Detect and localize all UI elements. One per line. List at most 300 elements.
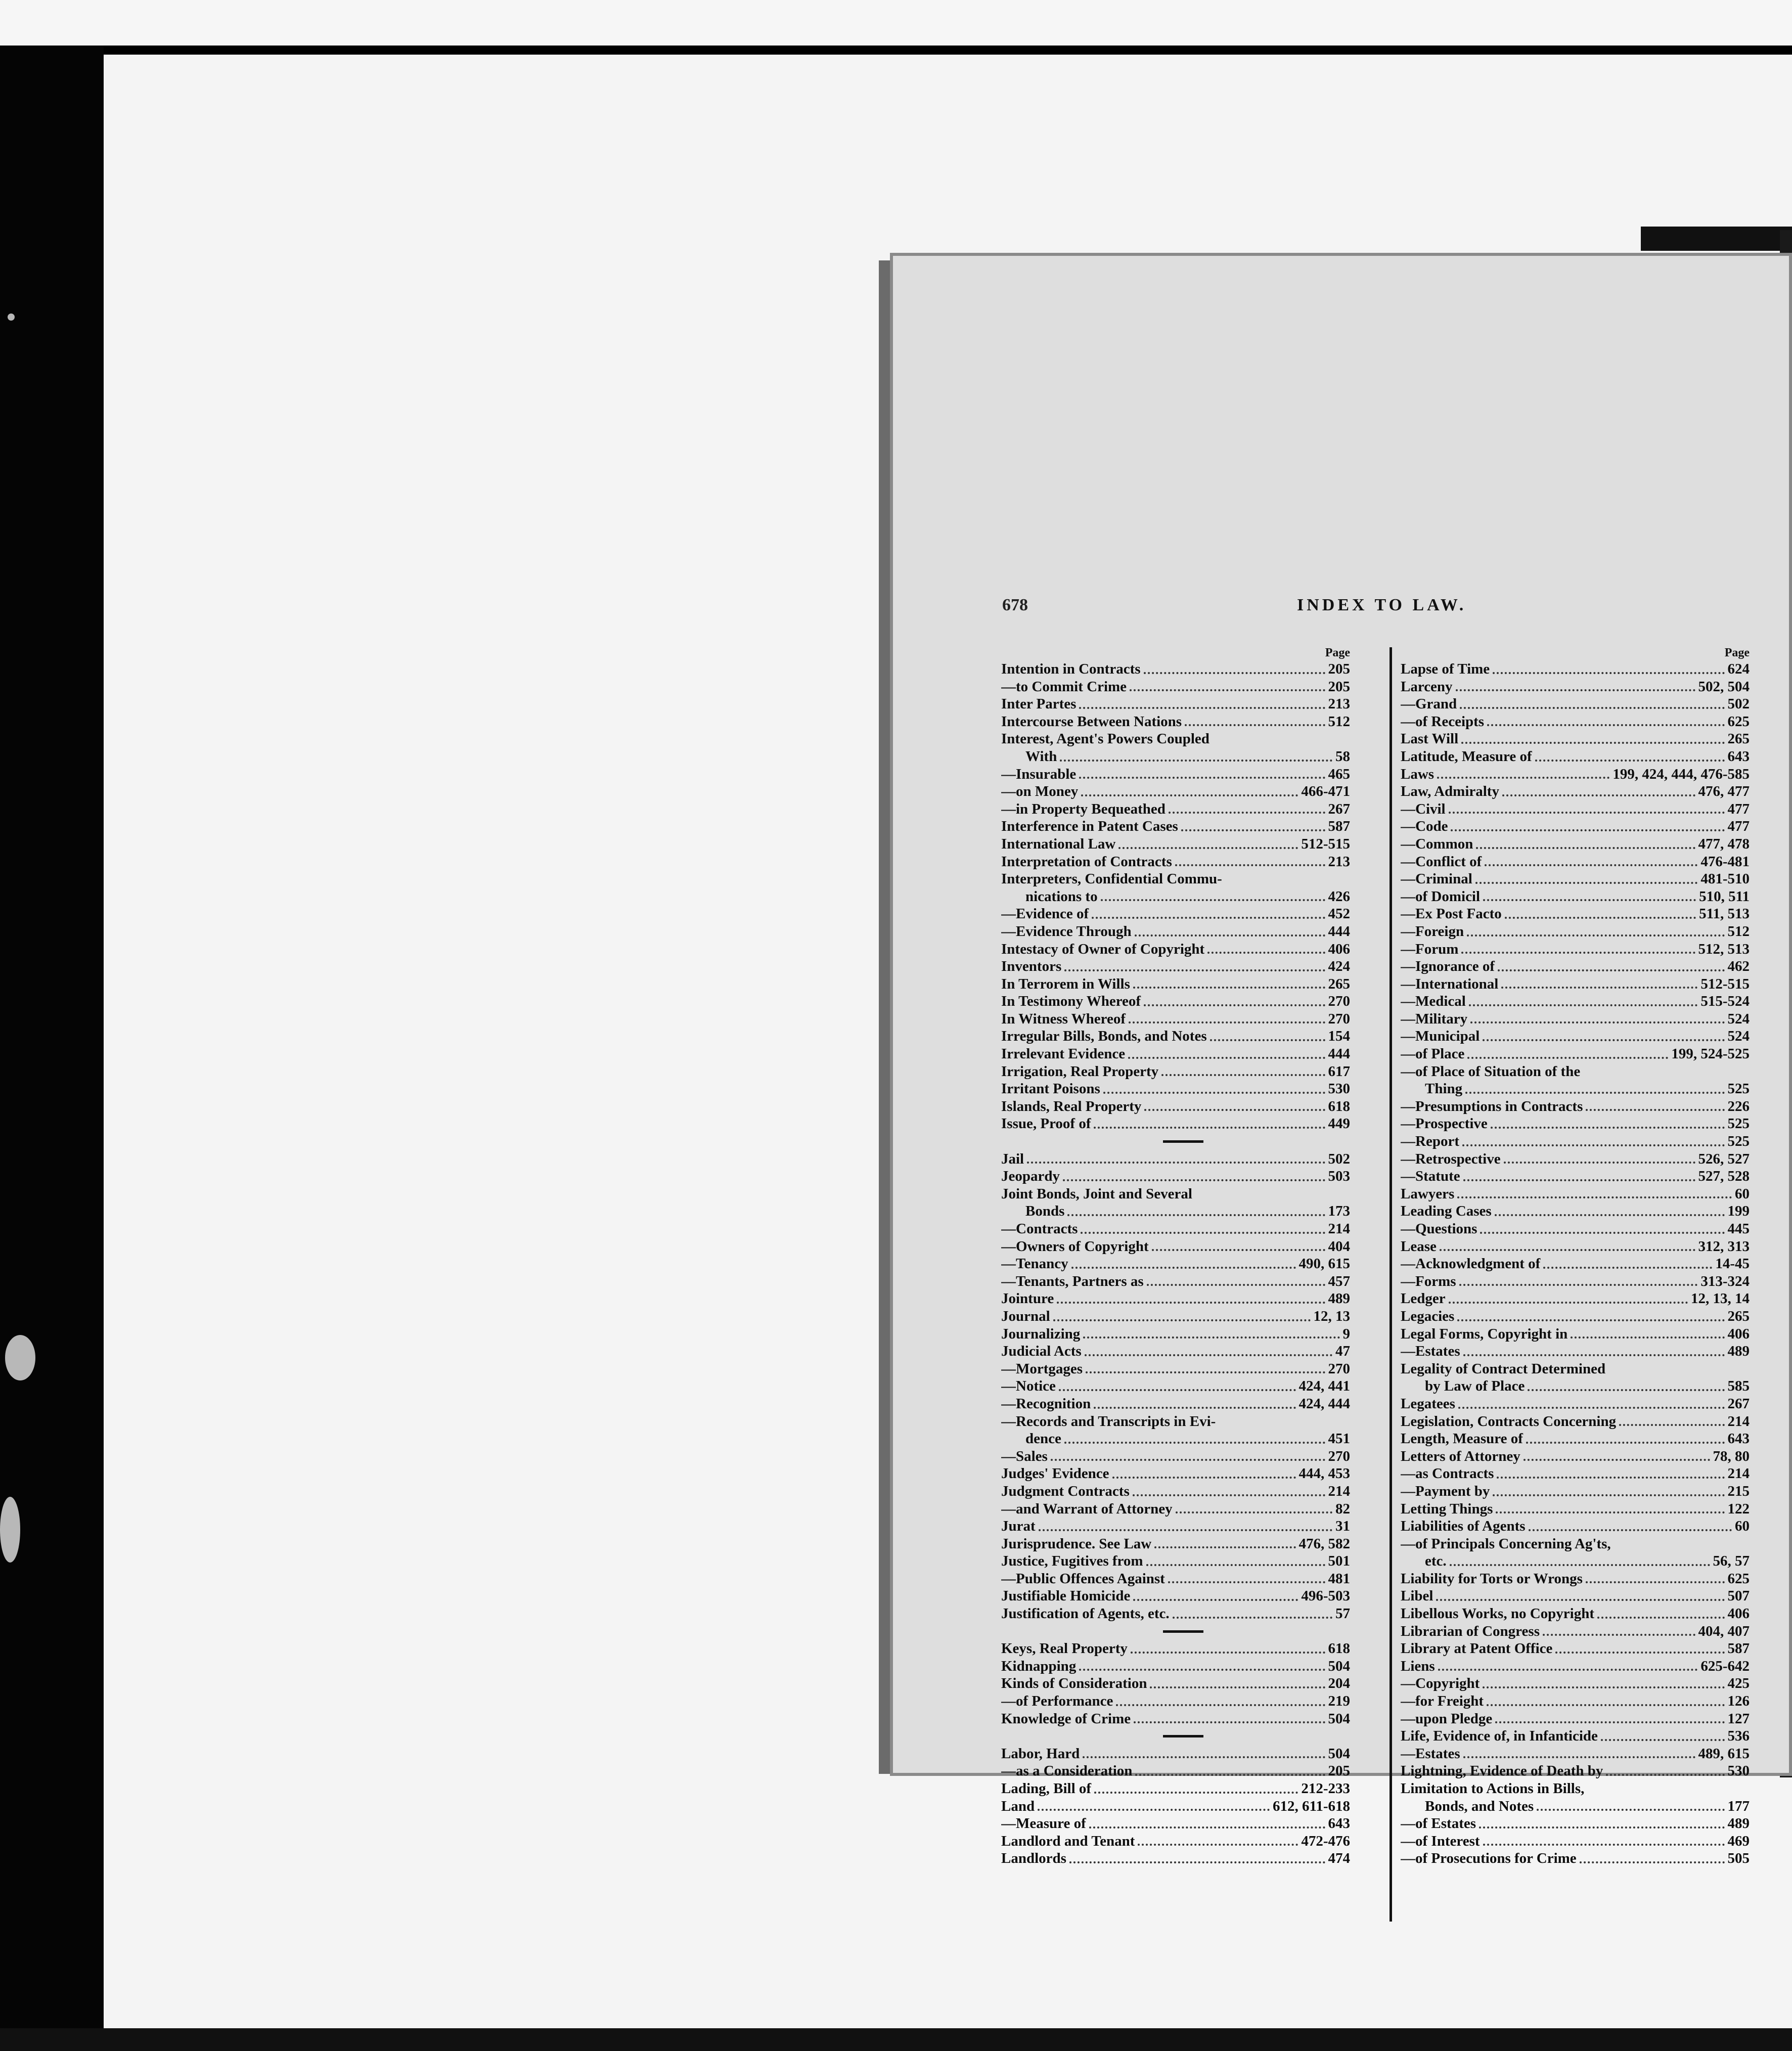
entry-page-ref: 477, 478 [1698,835,1750,852]
index-entry [1001,800,1350,818]
dot-leader [1528,1389,1724,1391]
index-entry [1001,1745,1350,1763]
dot-leader [1067,1214,1325,1216]
entry-term: —of Performance [1001,1693,1113,1710]
entry-page-ref: 511, 513 [1699,906,1750,922]
index-entry [1401,1360,1750,1378]
index-entry [1001,835,1350,853]
dot-leader [1543,1267,1712,1269]
entry-page-ref: 504 [1328,1745,1350,1762]
entry-page-ref: 489 [1328,1290,1350,1307]
index-entry [1401,1185,1750,1203]
index-entry [1401,1343,1750,1360]
entry-term: Journal [1001,1308,1050,1324]
index-entry [1001,1605,1350,1623]
index-entry [1401,853,1750,871]
dot-leader [1475,882,1698,884]
dot-leader [1465,1092,1724,1094]
index-entry [1001,748,1350,766]
entry-term: Irregular Bills, Bonds, and Notes [1001,1028,1207,1045]
entry-term: Last Will [1401,731,1459,747]
index-entry [1401,1692,1750,1710]
dot-leader [1463,1179,1695,1181]
entry-page-ref: 490, 615 [1298,1256,1350,1272]
dot-leader [1079,707,1325,709]
index-entry [1401,1063,1750,1081]
dot-leader [1586,1109,1724,1111]
entry-term: —Estates [1401,1343,1460,1360]
entry-page-ref: 122 [1727,1500,1750,1517]
index-entry [1001,660,1350,678]
dot-leader [1083,1336,1339,1339]
index-entry [1001,1658,1350,1675]
dot-leader [1537,1809,1724,1811]
dot-leader [1169,812,1325,814]
entry-page-ref: 267 [1328,800,1350,817]
dot-leader [1487,724,1724,726]
entry-term: Jail [1001,1150,1024,1167]
entry-page-ref: 481 [1328,1570,1350,1587]
index-entry [1401,1098,1750,1116]
entry-term: —Military [1401,1010,1468,1027]
index-entry [1001,1063,1350,1081]
entry-page-ref: 489 [1727,1343,1750,1360]
entry-page-ref: 526, 527 [1698,1150,1750,1167]
index-entry [1001,1815,1350,1833]
dot-leader [1135,1774,1325,1776]
index-entry [1401,748,1750,766]
entry-term: Justification of Agents, etc. [1001,1606,1170,1622]
dot-leader [1118,847,1298,849]
dot-leader [1129,1021,1325,1023]
index-entry [1001,1710,1350,1728]
entry-term: Letting Things [1401,1500,1493,1517]
entry-term: —Ex Post Facto [1401,906,1502,922]
entry-page-ref: 12, 13 [1313,1308,1350,1324]
entry-page-ref: 425 [1727,1675,1750,1692]
entry-page-ref: 643 [1727,748,1750,765]
dot-leader [1094,1127,1325,1129]
entry-page-ref: 496-503 [1301,1588,1350,1604]
index-entry [1401,835,1750,853]
entry-page-ref: 489 [1727,1815,1750,1832]
entry-page-ref: 177 [1727,1798,1750,1814]
entry-term: —of Place of Situation of the [1401,1063,1581,1080]
dot-leader [1493,672,1724,674]
entry-page-ref: 451 [1328,1431,1350,1447]
entry-page-ref: 502, 504 [1698,678,1750,695]
entry-page-ref: 312, 313 [1698,1238,1750,1255]
entry-term: —Criminal [1401,871,1472,887]
dot-leader [1456,689,1695,691]
entry-page-ref: 625-642 [1700,1658,1750,1674]
index-entry [1001,1762,1350,1780]
dot-leader [1487,1704,1724,1706]
index-entry [1001,1448,1350,1465]
entry-page-ref: 404, 407 [1698,1623,1750,1639]
index-entry [1401,1133,1750,1150]
entry-page-ref: 199 [1727,1203,1750,1220]
dot-leader [1092,917,1325,919]
index-entry [1001,888,1350,906]
entry-term: Liabilities of Agents [1401,1518,1526,1535]
section-separator [1001,1133,1350,1150]
dot-leader [1440,1249,1695,1251]
column-divider [1390,647,1392,1922]
index-entry [1001,1377,1350,1395]
entry-term: Legislation, Contracts Concerning [1401,1413,1617,1430]
top-margin-strip [0,0,1792,46]
entry-page-ref: 154 [1328,1028,1350,1045]
index-entry [1001,1833,1350,1850]
entry-term: In Testimony Whereof [1001,993,1141,1010]
entry-page-ref: 617 [1328,1063,1350,1080]
dot-leader [1176,1511,1332,1513]
entry-term: Thing [1425,1081,1463,1097]
index-entry [1401,1623,1750,1640]
entry-term: Lease [1401,1238,1437,1255]
entry-page-ref: 625 [1727,713,1750,730]
entry-term: —Medical [1401,993,1466,1010]
dot-leader [1144,1109,1325,1111]
dot-leader [1476,847,1695,849]
index-entry [1001,1587,1350,1605]
entry-term: —International [1401,975,1499,992]
entry-page-ref: 424, 444 [1298,1395,1350,1412]
dot-leader [1057,1302,1325,1304]
entry-term: —Measure of [1001,1815,1086,1832]
dot-leader [1535,760,1725,762]
dot-leader [1543,1634,1695,1636]
entry-term: Interest, Agent's Powers Coupled [1001,731,1209,747]
index-entry [1001,1220,1350,1238]
entry-term: —as Contracts [1401,1465,1494,1482]
dot-leader [1133,987,1325,989]
entry-page-ref: 527, 528 [1698,1168,1750,1185]
entry-page-ref: 58 [1335,748,1350,765]
index-entry [1401,695,1750,713]
index-entry [1401,1850,1750,1867]
entry-page-ref: 270 [1328,1448,1350,1464]
index-entry [1401,1780,1750,1798]
index-entry [1001,1168,1350,1185]
dot-leader [1483,1686,1724,1688]
entry-term: Interference in Patent Cases [1001,818,1178,835]
index-entries-left [1001,660,1350,1867]
entry-page-ref: 14-45 [1715,1256,1750,1272]
entry-term: —Mortgages [1001,1360,1083,1377]
index-column-right [1401,646,1750,1867]
entry-term: —Evidence of [1001,906,1089,922]
dot-leader [1526,1442,1725,1444]
entry-term: With [1025,748,1057,765]
entry-term: Law, Admiralty [1401,783,1499,800]
entry-term: Judges' Evidence [1001,1465,1109,1482]
index-entry [1001,975,1350,993]
dot-leader [1168,1581,1325,1583]
index-entry [1401,1535,1750,1553]
entry-term: —Questions [1401,1221,1477,1237]
entry-term: Journalizing [1001,1325,1081,1342]
dot-leader [1133,1494,1325,1496]
dot-leader [1502,794,1695,796]
entry-term: —Insurable [1001,766,1077,782]
index-entry [1001,1343,1350,1360]
entry-term: Interpretation of Contracts [1001,853,1172,870]
entry-page-ref: 476-481 [1700,853,1750,870]
index-entry [1401,975,1750,993]
dot-leader [1112,1477,1296,1479]
entry-term: —Forms [1401,1273,1456,1289]
dot-leader [1555,1652,1724,1654]
dot-leader [1467,1057,1668,1059]
index-entry [1001,993,1350,1010]
entry-term: —Prospective [1401,1116,1488,1132]
entry-page-ref: 270 [1328,1010,1350,1027]
dot-leader [1457,1196,1732,1198]
entry-term: —Sales [1001,1448,1048,1464]
entry-term: In Witness Whereof [1001,1010,1126,1027]
index-entry [1001,1255,1350,1273]
dot-leader [1463,1354,1725,1356]
index-entry [1001,1552,1350,1570]
entry-page-ref: 504 [1328,1710,1350,1727]
index-entry [1401,993,1750,1010]
dot-leader [1147,1284,1325,1286]
entry-page-ref: 445 [1727,1221,1750,1237]
entry-term: Kinds of Consideration [1001,1675,1147,1692]
entry-term: Ledger [1401,1290,1446,1307]
entry-page-ref: 60 [1735,1518,1750,1535]
entry-term: Irrigation, Real Property [1001,1063,1159,1080]
entry-term: Lawyers [1401,1185,1455,1202]
entry-page-ref: 214 [1727,1465,1750,1482]
index-entry [1401,783,1750,800]
index-entry [1001,1535,1350,1553]
entry-page-ref: 226 [1727,1098,1750,1114]
dot-leader [1501,987,1697,989]
entry-term: —Public Offences Against [1001,1570,1165,1587]
index-entry [1401,1727,1750,1745]
dot-leader [1601,1739,1725,1741]
entry-term: Jurat [1001,1518,1036,1535]
entry-page-ref: 512-515 [1301,835,1350,852]
entry-page-ref: 214 [1727,1413,1750,1430]
entry-page-ref: 643 [1328,1815,1350,1832]
entry-term: Leading Cases [1401,1203,1492,1220]
index-entry [1001,923,1350,941]
entry-term: —Common [1401,835,1473,852]
entry-term: Jointure [1001,1290,1054,1307]
index-entry [1401,1483,1750,1500]
dust-speck [0,1497,20,1563]
entry-page-ref: 643 [1727,1431,1750,1447]
entry-page-ref: 462 [1727,958,1750,975]
dot-leader [1451,829,1724,831]
index-entry [1001,1692,1350,1710]
index-entry [1001,853,1350,871]
entry-page-ref: 126 [1727,1693,1750,1710]
dot-leader [1619,1424,1724,1426]
entry-term: Intestacy of Owner of Copyright [1001,941,1205,957]
entry-term: Legatees [1401,1395,1455,1412]
entry-page-ref: 265 [1727,731,1750,747]
index-entry [1401,1010,1750,1028]
dot-leader [1144,672,1325,674]
entry-page-ref: 457 [1328,1273,1350,1289]
index-entry [1001,730,1350,748]
index-entry [1401,1833,1750,1850]
index-entry [1401,800,1750,818]
dot-leader [1064,969,1325,971]
entry-term: Bonds [1025,1203,1065,1220]
entry-term: Lading, Bill of [1001,1780,1092,1797]
dot-leader [1027,1162,1325,1164]
entry-term: —Presumptions in Contracts [1401,1098,1583,1114]
dot-leader [1038,1809,1270,1811]
dot-leader [1116,1704,1325,1706]
entry-page-ref: 406 [1328,941,1350,957]
dot-leader [1128,1057,1325,1059]
entry-page-ref: 270 [1328,993,1350,1010]
entry-page-ref: 9 [1342,1325,1350,1342]
dot-leader [1495,1214,1725,1216]
index-entry [1401,818,1750,835]
entry-term: Labor, Hard [1001,1745,1080,1762]
index-entry [1001,1150,1350,1168]
index-entry [1401,1308,1750,1325]
dot-leader [1437,777,1609,779]
entry-term: Justifiable Homicide [1001,1588,1131,1604]
index-entry [1001,1202,1350,1220]
dot-leader [1063,1179,1325,1181]
entry-term: Jeopardy [1001,1168,1060,1185]
dot-leader [1469,1004,1697,1006]
entry-term: —of Domicil [1401,888,1481,905]
entry-page-ref: 205 [1328,1763,1350,1779]
index-entry [1401,1325,1750,1343]
index-entry [1401,713,1750,731]
entry-term: —Statute [1401,1168,1460,1185]
entry-page-ref: 502 [1328,1150,1350,1167]
dot-leader [1039,1529,1332,1531]
dot-leader [1461,952,1695,954]
dot-leader [1173,1617,1332,1619]
entry-term: Islands, Real Property [1001,1098,1142,1114]
index-entry [1001,905,1350,923]
entry-term: —Recognition [1001,1395,1091,1412]
entry-term: —and Warrant of Attorney [1001,1500,1173,1517]
entry-term: —Tenants, Partners as [1001,1273,1144,1289]
entry-term: Judgment Contracts [1001,1483,1130,1499]
index-entry [1401,1080,1750,1098]
index-entry [1401,1640,1750,1658]
entry-term: Intention in Contracts [1001,661,1141,677]
dot-leader [1597,1617,1724,1619]
entry-term: Letters of Attorney [1401,1448,1520,1464]
dot-leader [1081,794,1298,796]
entry-page-ref: 530 [1727,1763,1750,1779]
entry-page-ref: 585 [1727,1378,1750,1395]
dot-leader [1079,1669,1325,1671]
index-entry [1401,1273,1750,1290]
index-entry [1001,870,1350,888]
dot-leader [1134,1721,1325,1723]
dot-leader [1483,1039,1724,1041]
dot-leader [1094,1407,1295,1409]
dot-leader [1485,864,1697,866]
index-entry [1401,870,1750,888]
entry-page-ref: 474 [1328,1850,1350,1867]
dot-leader [1483,1844,1725,1846]
dot-leader [1069,1861,1325,1863]
entry-term: Judicial Acts [1001,1343,1082,1360]
index-entry [1001,783,1350,800]
entry-term: Lapse of Time [1401,661,1490,677]
entry-page-ref: 444 [1328,1046,1350,1062]
entry-page-ref: 587 [1328,818,1350,835]
index-entry [1001,1185,1350,1203]
bottom-film-edge [0,2028,1792,2051]
index-entry [1401,1413,1750,1431]
index-entry [1401,1587,1750,1605]
dot-leader [1161,1074,1325,1076]
index-entry [1401,1658,1750,1675]
entry-term: by Law of Place [1425,1378,1525,1395]
dot-leader [1130,689,1325,691]
entry-term: —in Property Bequeathed [1001,800,1166,817]
dot-leader [1504,1162,1695,1164]
entry-term: —Municipal [1401,1028,1480,1045]
dot-leader [1498,969,1724,971]
entry-page-ref: 205 [1328,661,1350,677]
entry-term: Irrelevant Evidence [1001,1046,1126,1062]
dot-leader [1497,1477,1724,1479]
index-entry [1401,1220,1750,1238]
entry-page-ref: 213 [1328,696,1350,712]
entry-page-ref: 213 [1328,853,1350,870]
entry-term: —as a Consideration [1001,1763,1133,1779]
dot-leader [1086,1371,1325,1373]
entry-page-ref: 469 [1727,1833,1750,1849]
index-entry [1001,1780,1350,1798]
index-entry [1401,1028,1750,1045]
index-entry [1001,1798,1350,1815]
left-film-edge [0,46,104,2051]
entry-page-ref: 477 [1727,800,1750,817]
dot-leader [1079,777,1325,779]
entry-page-ref: 618 [1328,1640,1350,1657]
dot-leader [1457,1319,1724,1321]
dot-leader [1138,1844,1298,1846]
entry-term: —Notice [1001,1378,1056,1395]
index-entry [1401,1675,1750,1692]
entry-page-ref: 472-476 [1301,1833,1350,1849]
entry-page-ref: 78, 80 [1713,1448,1750,1464]
entry-page-ref: 612, 611-618 [1272,1798,1350,1814]
entry-term: Bonds, and Notes [1425,1798,1534,1814]
dot-leader [1493,1494,1724,1496]
index-entry [1401,1115,1750,1133]
index-entry [1401,1290,1750,1308]
index-entry [1001,1115,1350,1133]
index-entry [1401,730,1750,748]
index-entry [1401,1570,1750,1588]
entry-term: —Code [1401,818,1448,835]
index-column-left [1001,646,1350,1867]
dot-leader [1154,1546,1295,1548]
entry-term: Life, Evidence of, in Infanticide [1401,1728,1598,1745]
